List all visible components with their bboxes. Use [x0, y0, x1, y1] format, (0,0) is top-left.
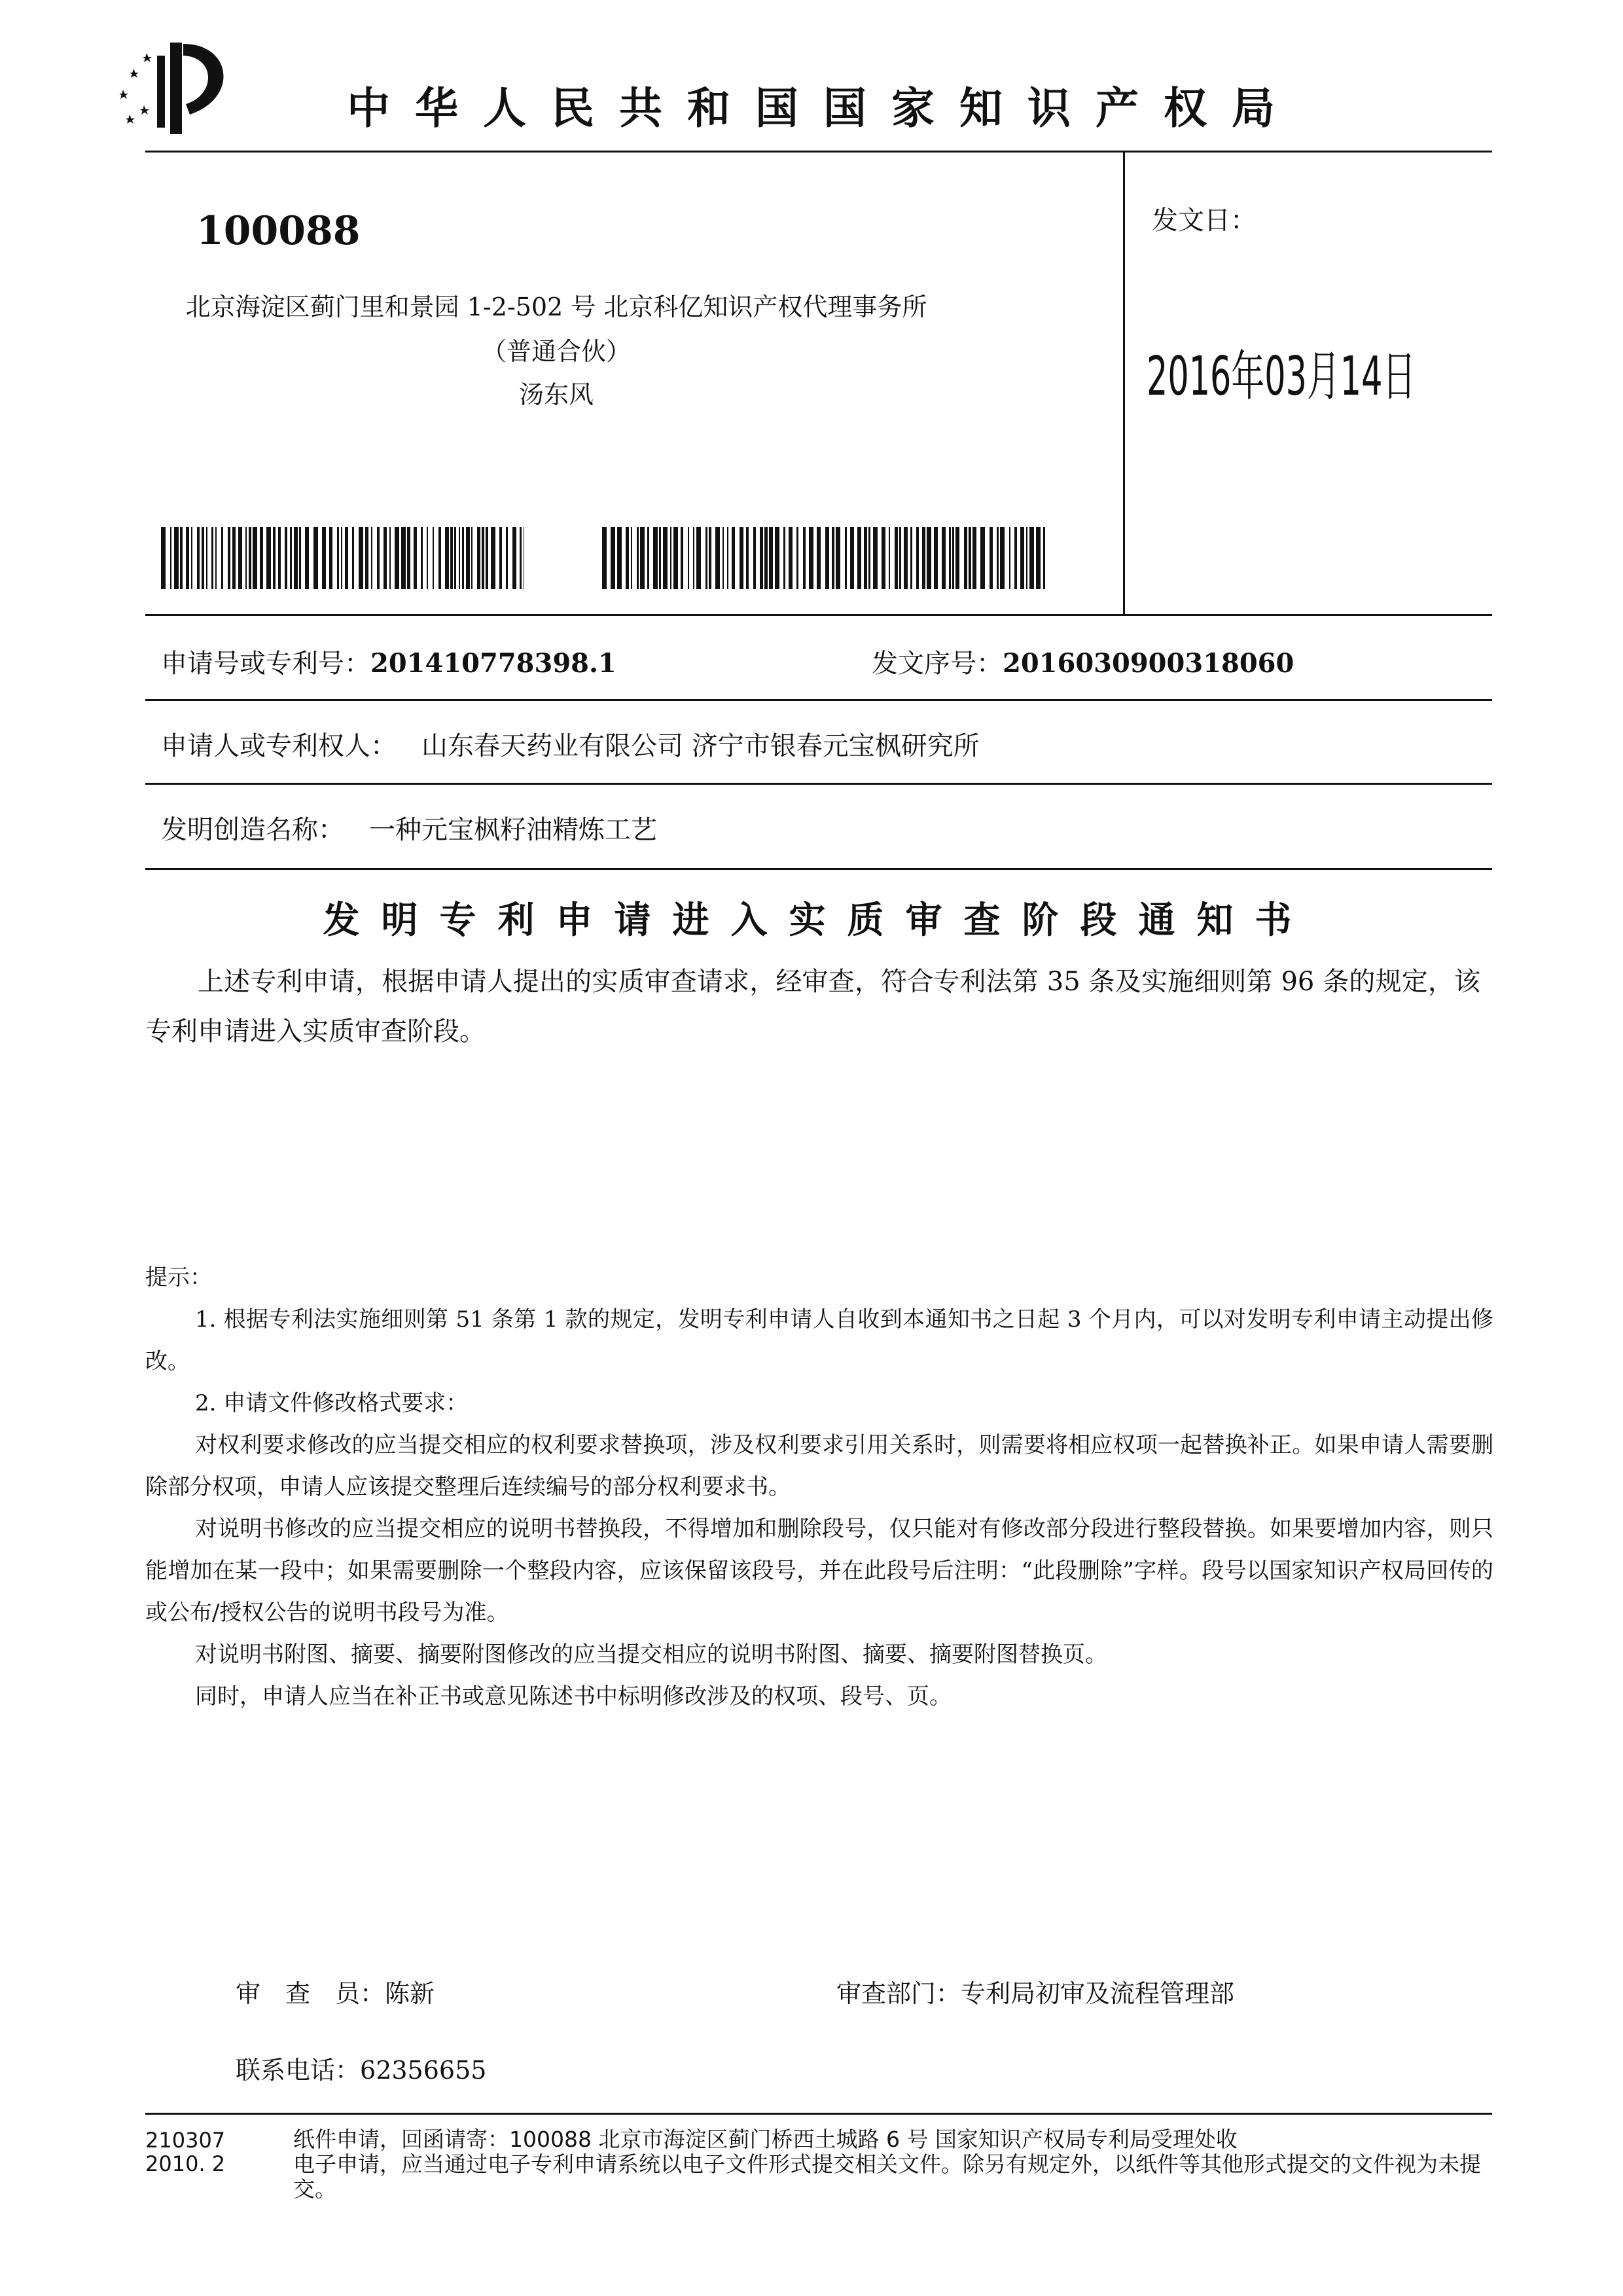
application-number-row	[161, 643, 616, 680]
barcode	[602, 527, 1047, 589]
hints-heading: 提示：	[145, 1265, 212, 1291]
date-column-divider	[1123, 152, 1125, 614]
cnipa-emblem-logo	[118, 36, 242, 141]
serial-number-label: 发文序号：	[872, 649, 1003, 679]
divider	[145, 614, 1492, 616]
divider	[145, 699, 1492, 701]
serial-number-row	[872, 643, 1294, 680]
recipient-address: 北京海淀区蓟门里和景园 1-2-502 号 北京科亿知识产权代理事务所	[185, 293, 927, 321]
application-number: 201410778398.1	[370, 648, 616, 679]
hint-item: 同时，申请人应当在补正书或意见陈述书中标明修改涉及的权项、段号、页。	[195, 1683, 952, 1710]
footer-instructions	[293, 2127, 1504, 2202]
barcode	[161, 527, 524, 589]
form-code-block	[145, 2128, 225, 2176]
hint-item: 对说明书附图、摘要、摘要附图修改的应当提交相应的说明书附图、摘要、摘要附图替换页。	[195, 1641, 1107, 1668]
hint-item: 对说明书修改的应当提交相应的说明书替换段，不得增加和删除段号，仅只能对有修改部分段进行整段替换。如果要增加内容，则只能增加在某一段中；如果需要删除一个整段内容，应该保留该段号，并在此段号后注明：“此段删除”字样。段号以国家知识产权局回传的或公布/授权公告的说明书段号为准。	[145, 1516, 1493, 1626]
department-name: 专利局初审及流程管理部	[961, 1979, 1235, 2008]
electronic-submission-note: 电子申请，应当通过电子专利申请系统以电子文件形式提交相关文件。除另有规定外，以纸件等其他形式提交的文件视为未提交。	[293, 2151, 1481, 2202]
recipient-address-suffix: （普通合伙）	[481, 337, 631, 366]
application-number-label: 申请号或专利号：	[161, 649, 370, 679]
invention-label: 发明创造名称：	[161, 815, 344, 845]
examiner-row	[236, 1973, 435, 2009]
examiner-label: 审 查 员：	[236, 1979, 385, 2008]
invention-row	[161, 809, 657, 846]
department-label: 审查部门：	[836, 1979, 961, 2008]
hint-item: 2. 申请文件修改格式要求：	[195, 1390, 469, 1416]
notice-body: 上述专利申请，根据申请人提出的实质审查请求，经审查，符合专利法第 35 条及实施细则第 96 条的规定，该专利申请进入实质审查阶段。	[145, 967, 1480, 1047]
divider	[145, 783, 1492, 785]
recipient-postcode: 100088	[196, 208, 361, 254]
form-version: 2010. 2	[145, 2151, 226, 2176]
organization-title: 中华人民共和国国家知识产权局	[347, 83, 1300, 134]
phone-number: 62356655	[360, 2056, 487, 2085]
hint-item: 1. 根据专利法实施细则第 51 条第 1 款的规定，发明专利申请人自收到本通知书之日起 3 个月内，可以对发明专利申请主动提出修改。	[145, 1306, 1493, 1374]
examiner-name: 陈新	[385, 1979, 435, 2008]
dispatch-date-label: 发文日：	[1152, 206, 1257, 236]
department-row	[836, 1973, 1234, 2009]
dispatch-date: 2016年03月14日	[1147, 346, 1416, 408]
header-rule	[145, 151, 1492, 152]
invention-name: 一种元宝枫籽油精炼工艺	[369, 815, 657, 845]
notice-title: 发明专利申请进入实质审查阶段通知书	[323, 899, 1313, 942]
applicant-label: 申请人或专利权人：	[161, 731, 397, 761]
hint-item: 对权利要求修改的应当提交相应的权利要求替换项，涉及权利要求引用关系时，则需要将相应权项一起替换补正。如果申请人需要删除部分权项，申请人应该提交整理后连续编号的部分权利要求书。	[145, 1432, 1493, 1500]
footer-rule	[145, 2113, 1492, 2115]
applicant: 山东春天药业有限公司 济宁市银春元宝枫研究所	[421, 731, 980, 761]
hints-section	[145, 1257, 1493, 1717]
applicant-row	[161, 725, 980, 762]
form-code: 210307	[145, 2128, 226, 2153]
paper-submission-note: 纸件申请，回函请寄：100088 北京市海淀区蓟门桥西土城路 6 号 国家知识产权局专利局受理处收	[293, 2126, 1238, 2152]
serial-number: 2016030900318060	[1003, 648, 1294, 679]
divider	[145, 868, 1492, 870]
phone-row	[236, 2050, 486, 2086]
phone-label: 联系电话：	[236, 2056, 361, 2085]
recipient-contact: 汤东风	[518, 380, 594, 409]
